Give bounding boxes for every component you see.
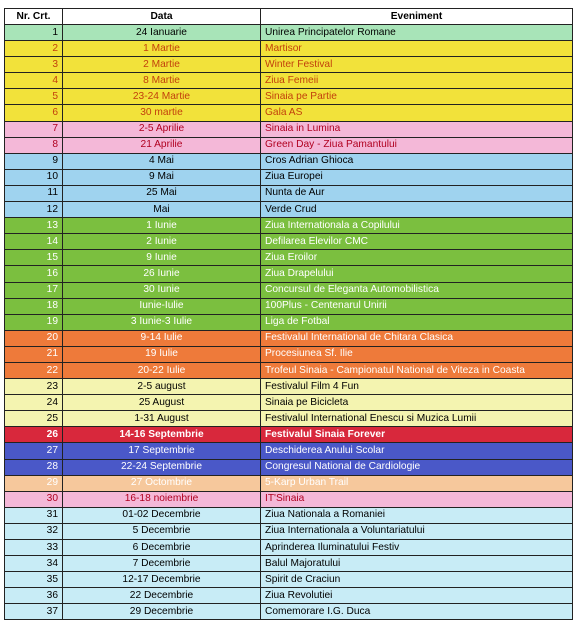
cell-eveniment: Concursul de Eleganta Automobilistica [261,282,573,298]
header-data: Data [63,9,261,25]
cell-eveniment: Ziua Internationala a Copilului [261,218,573,234]
cell-eveniment: Procesiunea Sf. Ilie [261,346,573,362]
cell-data: 5 Decembrie [63,523,261,539]
cell-nr: 17 [5,282,63,298]
cell-nr: 13 [5,218,63,234]
cell-data: 14-16 Septembrie [63,427,261,443]
cell-eveniment: IT'Sinaia [261,491,573,507]
cell-eveniment: Verde Crud [261,202,573,218]
cell-nr: 2 [5,41,63,57]
cell-data: 26 Iunie [63,266,261,282]
cell-data: 12-17 Decembrie [63,572,261,588]
cell-nr: 33 [5,540,63,556]
cell-nr: 22 [5,362,63,378]
table-row [5,73,573,89]
cell-eveniment: Martisor [261,41,573,57]
cell-data: 22-24 Septembrie [63,459,261,475]
table-body [5,25,573,620]
cell-eveniment: Ziua Drapelului [261,266,573,282]
table-row [5,57,573,73]
table-row [5,137,573,153]
table-row [5,540,573,556]
cell-data: 2-5 august [63,379,261,395]
cell-nr: 29 [5,475,63,491]
cell-data: Iunie-Iulie [63,298,261,314]
cell-eveniment: Spirit de Craciun [261,572,573,588]
cell-data: 16-18 noiembrie [63,491,261,507]
cell-nr: 27 [5,443,63,459]
cell-eveniment: Festivalul Film 4 Fun [261,379,573,395]
table-row [5,443,573,459]
cell-eveniment: Comemorare I.G. Duca [261,604,573,620]
cell-eveniment: Cros Adrian Ghioca [261,153,573,169]
cell-eveniment: Winter Festival [261,57,573,73]
cell-nr: 28 [5,459,63,475]
cell-data: 2-5 Aprilie [63,121,261,137]
cell-data: 21 Aprilie [63,137,261,153]
table-row [5,282,573,298]
table-row [5,234,573,250]
table-row [5,604,573,620]
cell-eveniment: Ziua Eroilor [261,250,573,266]
cell-data: 22 Decembrie [63,588,261,604]
header-eveniment: Eveniment [261,9,573,25]
cell-nr: 12 [5,202,63,218]
cell-data: 17 Septembrie [63,443,261,459]
cell-data: 9-14 Iulie [63,330,261,346]
cell-nr: 26 [5,427,63,443]
cell-data: 1-31 August [63,411,261,427]
cell-data: 3 Iunie-3 Iulie [63,314,261,330]
cell-eveniment: Festivalul Sinaia Forever [261,427,573,443]
cell-nr: 19 [5,314,63,330]
cell-data: 30 Iunie [63,282,261,298]
cell-data: 23-24 Martie [63,89,261,105]
cell-eveniment: Deschiderea Anului Scolar [261,443,573,459]
cell-eveniment: Ziua Revolutiei [261,588,573,604]
header-nr: Nr. Crt. [5,9,63,25]
cell-nr: 8 [5,137,63,153]
events-sheet [4,8,572,620]
cell-eveniment: Green Day - Ziua Pamantului [261,137,573,153]
table-row [5,314,573,330]
cell-data: 7 Decembrie [63,556,261,572]
table-row [5,25,573,41]
cell-nr: 34 [5,556,63,572]
table-row [5,459,573,475]
cell-eveniment: Ziua Nationala a Romaniei [261,507,573,523]
cell-eveniment: 100Plus - Centenarul Unirii [261,298,573,314]
cell-nr: 32 [5,523,63,539]
cell-data: 01-02 Decembrie [63,507,261,523]
cell-nr: 30 [5,491,63,507]
cell-nr: 18 [5,298,63,314]
cell-data: 25 Mai [63,185,261,201]
cell-nr: 6 [5,105,63,121]
table-row [5,41,573,57]
cell-nr: 23 [5,379,63,395]
table-row [5,185,573,201]
cell-eveniment: Festivalul International de Chitara Clasica [261,330,573,346]
table-row [5,105,573,121]
table-row [5,395,573,411]
table-row [5,588,573,604]
cell-data: 1 Martie [63,41,261,57]
cell-nr: 35 [5,572,63,588]
cell-nr: 7 [5,121,63,137]
cell-eveniment: Defilarea Elevilor CMC [261,234,573,250]
table-row [5,475,573,491]
header-row [5,9,573,25]
cell-data: 9 Mai [63,169,261,185]
cell-data: 19 Iulie [63,346,261,362]
table-row [5,266,573,282]
cell-nr: 1 [5,25,63,41]
cell-data: 4 Mai [63,153,261,169]
cell-nr: 24 [5,395,63,411]
cell-eveniment: Ziua Europei [261,169,573,185]
cell-eveniment: Gala AS [261,105,573,121]
table-row [5,121,573,137]
table-row [5,250,573,266]
cell-nr: 5 [5,89,63,105]
table-row [5,89,573,105]
cell-eveniment: Balul Majoratului [261,556,573,572]
cell-eveniment: Aprinderea Iluminatului Festiv [261,540,573,556]
table-row [5,427,573,443]
cell-data: 2 Martie [63,57,261,73]
cell-nr: 16 [5,266,63,282]
cell-eveniment: Trofeul Sinaia - Campionatul National de Viteza in Coasta [261,362,573,378]
table-row [5,218,573,234]
cell-eveniment: Ziua Femeii [261,73,573,89]
table-row [5,362,573,378]
cell-nr: 15 [5,250,63,266]
cell-eveniment: Sinaia pe Bicicleta [261,395,573,411]
cell-nr: 4 [5,73,63,89]
cell-eveniment: Nunta de Aur [261,185,573,201]
table-row [5,379,573,395]
cell-data: 8 Martie [63,73,261,89]
cell-data: 27 Octombrie [63,475,261,491]
table-row [5,202,573,218]
cell-eveniment: Sinaia pe Partie [261,89,573,105]
cell-nr: 10 [5,169,63,185]
cell-nr: 37 [5,604,63,620]
cell-eveniment: Festivalul International Enescu si Muzica Lumii [261,411,573,427]
cell-data: 20-22 Iulie [63,362,261,378]
cell-data: 2 Iunie [63,234,261,250]
table-row [5,491,573,507]
cell-eveniment: Congresul National de Cardiologie [261,459,573,475]
cell-eveniment: Liga de Fotbal [261,314,573,330]
cell-data: 25 August [63,395,261,411]
cell-nr: 31 [5,507,63,523]
cell-data: Mai [63,202,261,218]
cell-nr: 14 [5,234,63,250]
table-row [5,153,573,169]
cell-data: 29 Decembrie [63,604,261,620]
table-row [5,330,573,346]
cell-nr: 20 [5,330,63,346]
cell-data: 6 Decembrie [63,540,261,556]
table-row [5,169,573,185]
cell-data: 24 Ianuarie [63,25,261,41]
cell-nr: 3 [5,57,63,73]
table-row [5,572,573,588]
table-row [5,556,573,572]
cell-nr: 25 [5,411,63,427]
cell-eveniment: Unirea Principatelor Romane [261,25,573,41]
cell-nr: 9 [5,153,63,169]
cell-eveniment: 5-Karp Urban Trail [261,475,573,491]
events-table [4,8,573,620]
cell-eveniment: Sinaia in Lumina [261,121,573,137]
cell-data: 9 Iunie [63,250,261,266]
table-row [5,411,573,427]
cell-nr: 11 [5,185,63,201]
cell-nr: 21 [5,346,63,362]
cell-data: 30 martie [63,105,261,121]
table-row [5,298,573,314]
table-row [5,523,573,539]
cell-eveniment: Ziua Internationala a Voluntariatului [261,523,573,539]
table-row [5,507,573,523]
cell-data: 1 Iunie [63,218,261,234]
cell-nr: 36 [5,588,63,604]
table-row [5,346,573,362]
